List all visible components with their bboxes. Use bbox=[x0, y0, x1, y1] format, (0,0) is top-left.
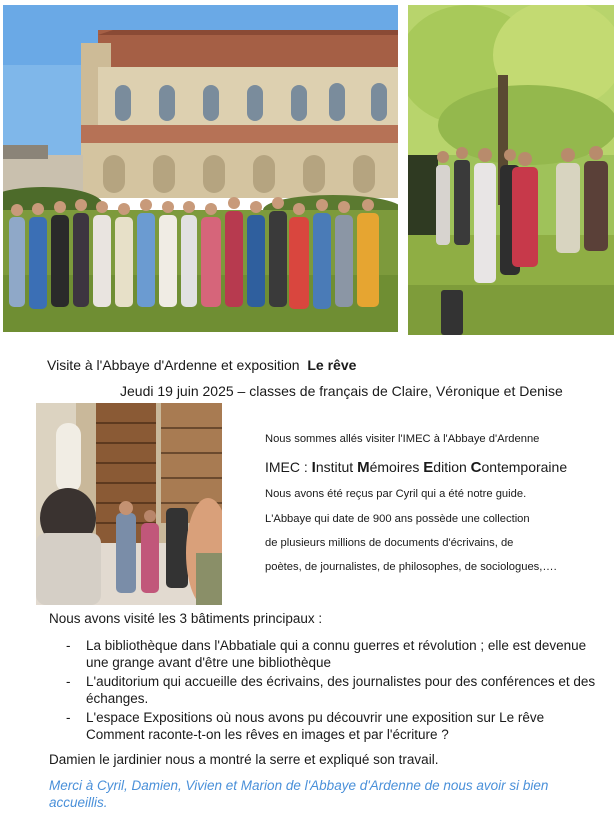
abbaye-line-3: poètes, de journalistes, de philosophes, de sociologues,…. bbox=[265, 561, 557, 573]
imec-letter-i: I bbox=[311, 459, 316, 476]
abbey-group-photo bbox=[3, 5, 398, 332]
page-title bbox=[47, 357, 356, 373]
library-photo bbox=[36, 403, 222, 605]
guide-line: Nous avons été reçus par Cyril qui a été notre guide. bbox=[265, 488, 527, 500]
imec-word-nstitut: nstitut bbox=[315, 459, 358, 475]
imec-prefix: IMEC : bbox=[265, 459, 312, 475]
thanks-line: Merci à Cyril, Damien, Vivien et Marion de l'Abbaye d'Ardenne de nous avoir si bien accueillis. bbox=[49, 778, 549, 810]
imec-letter-m: M bbox=[357, 459, 370, 476]
bullet-library: - La bibliothèque dans l'Abbatiale qui a connu guerres et révolution ; elle est devenue une grange avant d'être une bibliothèque bbox=[86, 637, 596, 671]
imec-word-emoires: émoires bbox=[369, 459, 424, 475]
gardener-line: Damien le jardinier nous a montré la serre et expliqué son travail. bbox=[49, 752, 439, 767]
imec-letter-c: C bbox=[470, 459, 482, 476]
title-emphasis: Le rêve bbox=[307, 357, 357, 373]
buildings-intro: Nous avons visité les 3 bâtiments principaux : bbox=[49, 611, 323, 626]
abbaye-line-2: de plusieurs millions de documents d'écrivains, de bbox=[265, 537, 514, 549]
title-prefix: Visite à l'Abbaye d'Ardenne et exposition bbox=[47, 357, 300, 373]
imec-word-ontemporaine: ontemporaine bbox=[481, 459, 568, 475]
visit-line: Nous sommes allés visiter l'IMEC à l'Abbaye d'Ardenne bbox=[265, 433, 540, 445]
imec-letter-e: E bbox=[423, 459, 434, 476]
imec-line bbox=[265, 459, 567, 476]
bullet-auditorium: - L'auditorium qui accueille des écrivains, des journalistes pour des conférences et des échanges. bbox=[86, 673, 596, 707]
imec-word-dition: dition bbox=[433, 459, 471, 475]
date-line: Jeudi 19 juin 2025 – classes de français de Claire, Véronique et Denise bbox=[120, 383, 563, 399]
bullet-exhibition: - L'espace Expositions où nous avons pu découvrir une exposition sur Le rêve Comment raconte-t-on les rêves en images et par l'écriture ? bbox=[86, 709, 596, 743]
abbaye-line-1: L'Abbaye qui date de 900 ans possède une collection bbox=[265, 513, 530, 525]
garden-group-photo bbox=[408, 5, 614, 335]
